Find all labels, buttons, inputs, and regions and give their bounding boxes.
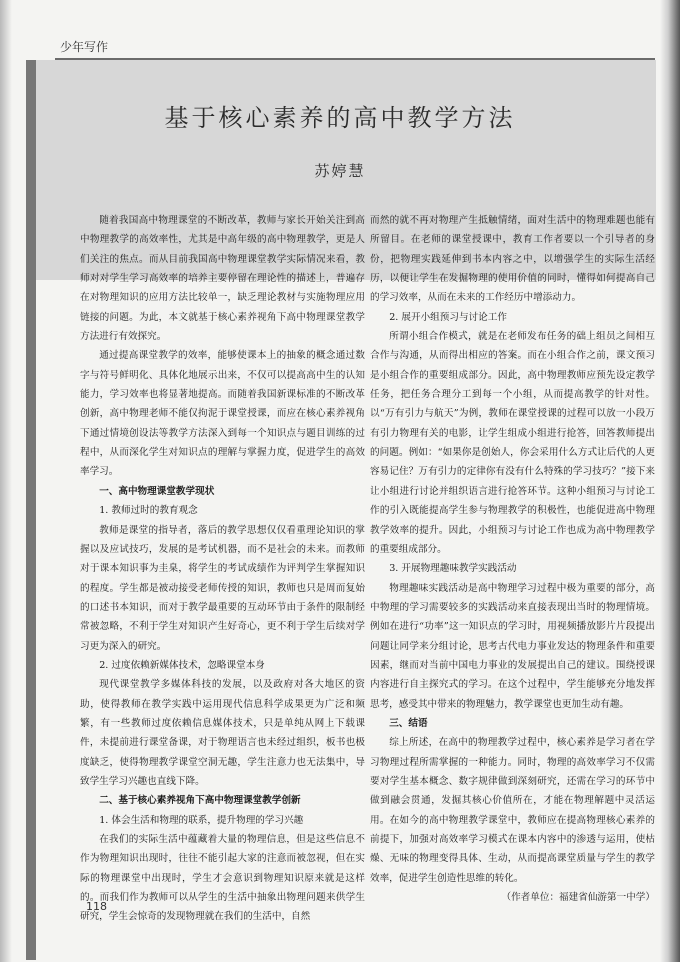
section-heading: 三、结语: [389, 717, 428, 729]
paragraph: 现代课堂教学多媒体科技的发展，以及政府对各大地区的资助，使得教师在教学实践中运用现代信息科学成果更为广泛和频繁，有一些教师过度依赖信息媒体技术，只是单纯从网上下载课件，未提前进行课堂备课，对于物理语言也未经过组织，板书也极度缺乏，使得物理教学课堂空洞无趣，学生注意力也无法集中，导致学生学习兴趣也直线下降。: [80, 679, 365, 787]
paragraph: 综上所述，在高中的物理教学过程中，核心素养是学习者在学习物理过程所需掌握的一种能力。同时，物理的高效率学习不仅需要对学生基本概念、数字规律做到深刻研究，还需在学习的环节中做到融会贯通，发掘其核心价值所在，才能在物理解题中灵活运用。在如今的高中物理教学课堂中，教师应在提高物理核心素养的前提下，加强对高效率学习模式在课本内容中的渗透与运用，使枯燥、无味的物理变得具体、生动，从而提高课堂质量与学生的教学效率，促进学生创造性思维的转化。: [370, 737, 655, 884]
page-number: 118: [86, 900, 107, 913]
subsection-heading: 2. 过度依赖新媒体技术，忽略课堂本身: [99, 659, 265, 671]
paragraph: 随着我国高中物理课堂的不断改革，教师与家长开始关注到高中物理教学的高效率性，尤其是中高年级的高中物理教学，更是人们关注的焦点。而从目前我国高中物理课堂教学实际情况来看，教师对对学生学习高效率的培养主要停留在理论性的描述上，普遍存在对物理知识的应用方法比较单一，缺乏理论教材与实施物理应用链接的问题。为此，本文就基于核心素养视角下高中物理课堂教学方法进行有效探究。: [80, 215, 365, 343]
article-title: 基于核心素养的高中教学方法: [164, 104, 516, 132]
paragraph: 通过提高课堂教学的效率，能够使课本上的抽象的概念通过数字与符号鲜明化、具体化地展示出来，不仅可以提高高中生的认知能力，学习效率也将显著地提高。而随着我国新课标准的不断改革创新，高中物理老师不能仅拘泥于课堂授课，而应在核心素养视角下通过情境创设法等教学方法深入到每一个知识点与题目训练的过程中，从而深化学生对知识点的理解与掌握力度，促进学生的高效率学习。: [80, 350, 365, 478]
paragraph: 物理趣味实践活动是高中物理学习过程中极为重要的部分，高中物理的学习需要较多的实践活动来直接表现出当时的物理情境。例如在进行“功率”这一知识点的学习时，用视频播放影片片段提出问题让同学来分组讨论，思考古代电力事业发达的物理条件和重要因素，继而对当前中国电力事业的发展提出自己的建议。围绕授课内容进行自主探究式的学习。在这个过程中，学生能够充分地发挥思考，感受其中带来的物理魅力，教学课堂也更加生动有趣。: [370, 582, 655, 710]
subsection-heading: 2. 展开小组预习与讨论工作: [389, 311, 507, 323]
right-column: [370, 211, 655, 907]
paragraph: 教师是课堂的指导者，落后的教学思想仅仅看重理论知识的掌握以及应试技巧，发展的是考试机器，而不是社会的未来。而教师对于课本知识事为圭臬，将学生的考试成绩作为评判学生掌握知识的程度。学生都是被动接受老师传授的知识，教师也只是周而复始的口述书本知识，而对于教学最重要的互动环节由于条件的限制经常被忽略，不利于学生对知识产生好奇心，更不利于学生后续对学习更为深入的研究。: [80, 524, 365, 652]
paragraph: 在我们的实际生活中蕴藏着大量的物理信息，但是这些信息不作为物理知识出现时，往往不能引起大家的注意而被忽视，但在实际的物理课堂中出现时，学生才会意识到物理知识原来就是这样的。而我们作为教师可以从学生的生活中抽象出物理问题来供学生研究，学生会惊奇的发现物理就在我们的生活中，自然: [80, 834, 365, 923]
section-heading: 二、基于核心素养视角下高中物理课堂教学创新: [99, 795, 301, 807]
left-column: [80, 211, 365, 927]
subsection-heading: 3. 开展物理趣味教学实践活动: [389, 563, 517, 575]
scan-left-shadow: [0, 0, 12, 962]
subsection-heading: 1. 体会生活和物理的联系，提升物理的学习兴趣: [99, 814, 304, 826]
header-rule: [55, 58, 655, 60]
author-affiliation: （作者单位：福建省仙游第一中学）: [501, 892, 655, 904]
scan-right-shadow: [660, 0, 680, 962]
decorative-side-bar: [26, 60, 36, 960]
paragraph-continued: 而然的就不再对物理产生抵触情绪，面对生活中的物理难题也能有所留目。在老师的课堂授课中，教育工作者要以一个引导者的身份，把物理实践延伸到书本内容之中，以增强学生的实际生活经历，以便让学生在发掘物理的使用价值的同时，懂得如何提高自己的学习效率，从而在未来的工作经历中增添动力。: [370, 215, 655, 304]
paragraph: 所谓小组合作模式，就是在老师发布任务的础上组员之间相互合作与沟通，从而得出相应的答案。而在小组合作之前，课文预习是小组合作的重要组成部分。因此，高中物理教师应预先设定教学任务，把任务合理分工到每一个小组，从而提高教学的针对性。以“万有引力与航天”为例，教师在课堂授课的过程可以放一小段万有引力物理有关的电影，让学生组成小组进行抢答，回答教师提出的问题。例如：“如果你是创始人，你会采用什么方式让后代的人更容易记住？万有引力的定律你有没有什么特殊的学习技巧？”接下来让小组进行讨论并组织语言进行抢答环节。这种小组预习与讨论工作的引入既能提高学生参与物理教学的积极性，也能促进高中物理教学效率的提升。因此，小组预习与讨论工作也成为高中物理教学的重要组成部分。: [370, 331, 655, 555]
article-author: 苏婷慧: [314, 162, 366, 180]
section-heading: 一、高中物理课堂教学现状: [99, 485, 215, 497]
section-label: 少年写作: [60, 40, 109, 54]
subsection-heading: 1. 教师过时的教育观念: [99, 505, 198, 517]
